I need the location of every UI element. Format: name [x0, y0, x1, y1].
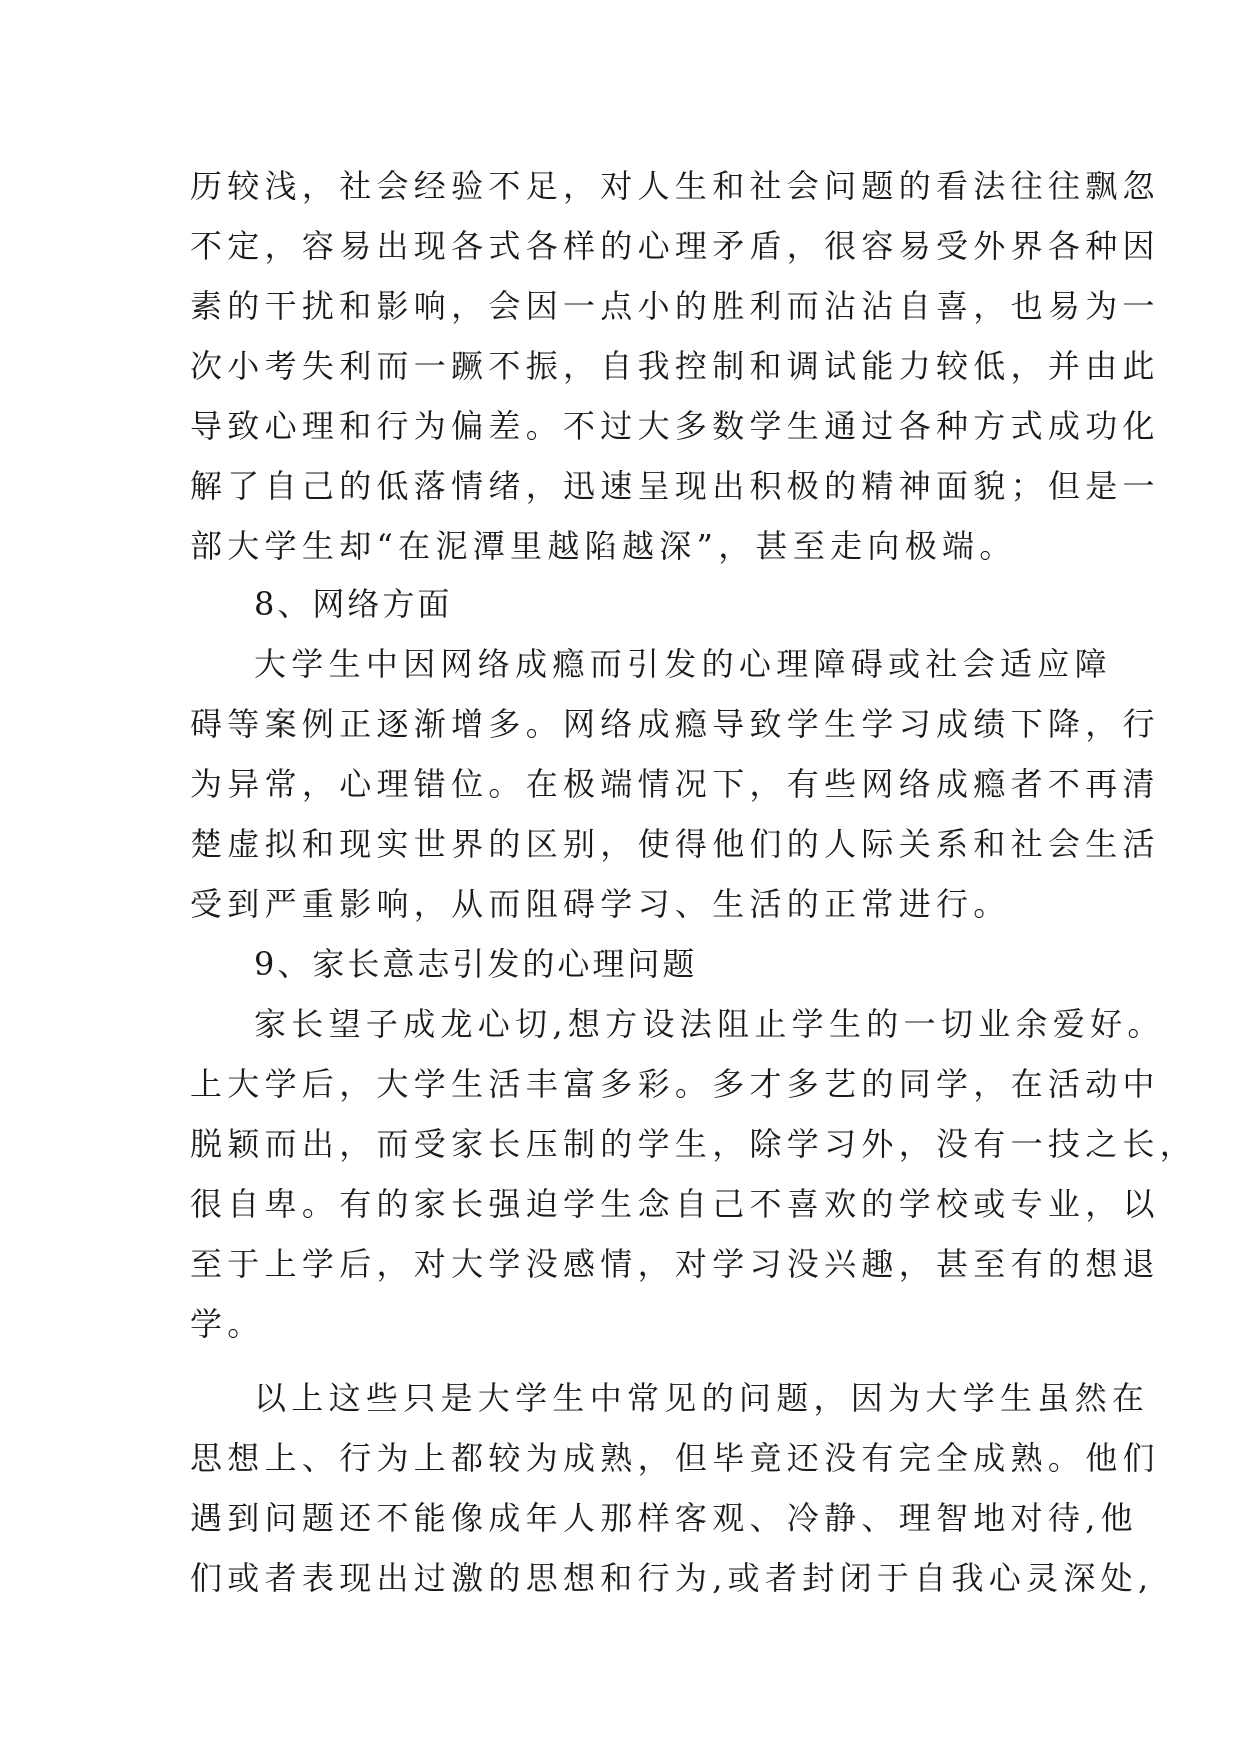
text-line: 受到严重影响，从而阻碍学习、生活的正常进行。	[190, 885, 1011, 923]
text-line: 导致心理和行为偏差。不过大多数学生通过各种方式成功化	[190, 407, 1160, 445]
text-line: 素的干扰和影响，会因一点小的胜利而沾沾自喜，也易为一	[190, 287, 1160, 325]
text-line: 部大学生却“在泥潭里越陷越深”，甚至走向极端。	[190, 527, 1017, 565]
text-line: 上大学后，大学生活丰富多彩。多才多艺的同学，在活动中	[190, 1065, 1160, 1103]
text-line: 们或者表现出过激的思想和行为,或者封闭于自我心灵深处,	[190, 1559, 1154, 1597]
text-line: 思想上、行为上都较为成熟，但毕竟还没有完全成熟。他们	[190, 1439, 1160, 1477]
text-line: 历较浅，社会经验不足，对人生和社会问题的看法往往飘忽	[190, 167, 1160, 205]
text-line: 大学生中因网络成瘾而引发的心理障碍或社会适应障	[254, 645, 1112, 683]
text-line: 为异常，心理错位。在极端情况下，有些网络成瘾者不再清	[190, 765, 1160, 803]
text-line: 碍等案例正逐渐增多。网络成瘾导致学生学习成绩下降，行	[190, 705, 1160, 743]
text-line: 楚虚拟和现实世界的区别，使得他们的人际关系和社会生活	[190, 825, 1160, 863]
text-line: 脱颖而出，而受家长压制的学生，除学习外，没有一技之长，	[190, 1125, 1198, 1163]
text-line: 次小考失利而一蹶不振，自我控制和调试能力较低，并由此	[190, 347, 1160, 385]
text-line: 遇到问题还不能像成年人那样客观、冷静、理智地对待,他	[190, 1499, 1138, 1537]
text-line: 至于上学后，对大学没感情，对学习没兴趣，甚至有的想退	[190, 1245, 1160, 1283]
text-line: 不定，容易出现各式各样的心理矛盾，很容易受外界各种因	[190, 227, 1160, 265]
text-line: 解了自己的低落情绪，迅速呈现出积极的精神面貌；但是一	[190, 467, 1160, 505]
text-line: 家长望子成龙心切,想方设法阻止学生的一切业余爱好。	[254, 1005, 1165, 1043]
text-line: 以上这些只是大学生中常见的问题，因为大学生虽然在	[254, 1379, 1150, 1417]
section-heading-8: 8、网络方面	[254, 585, 453, 623]
section-heading-9: 9、家长意志引发的心理问题	[254, 945, 698, 983]
text-line: 学。	[190, 1305, 265, 1343]
text-line: 很自卑。有的家长强迫学生念自己不喜欢的学校或专业，以	[190, 1185, 1160, 1223]
